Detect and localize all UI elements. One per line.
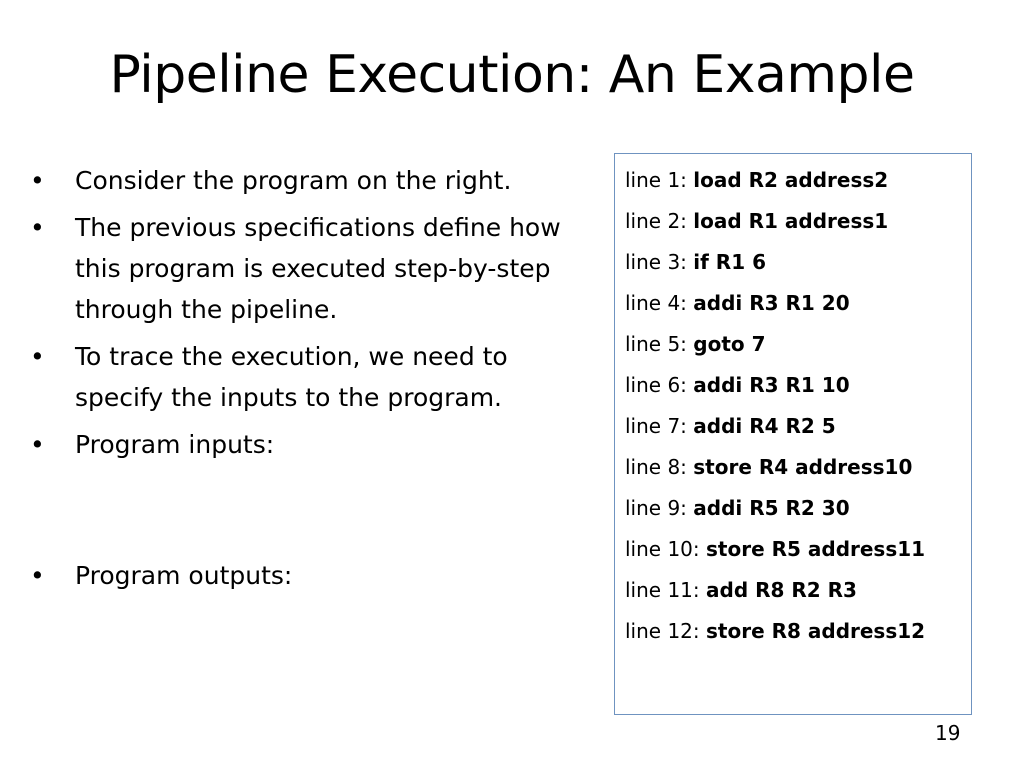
line-instruction: if R1 6 <box>693 250 766 274</box>
program-line <box>625 611 971 652</box>
line-label: line 8: <box>625 455 687 479</box>
bullet-icon: • <box>30 430 45 459</box>
bullet-text: Consider the program on the right. <box>75 166 512 195</box>
line-label: line 6: <box>625 373 687 397</box>
line-label: line 10: <box>625 537 700 561</box>
program-line <box>625 406 971 447</box>
bullet-list <box>30 160 590 602</box>
line-label: line 4: <box>625 291 687 315</box>
line-label: line 3: <box>625 250 687 274</box>
bullet-icon: • <box>30 213 45 242</box>
bullet-item <box>30 424 590 465</box>
bullet-icon: • <box>30 561 45 590</box>
bullet-item <box>30 160 590 201</box>
line-instruction: add R8 R2 R3 <box>706 578 857 602</box>
program-line <box>625 201 971 242</box>
program-line <box>625 160 971 201</box>
line-label: line 11: <box>625 578 700 602</box>
bullet-icon: • <box>30 342 45 371</box>
bullet-text: Program outputs: <box>75 561 293 590</box>
page-number: 19 <box>935 721 961 745</box>
line-label: line 1: <box>625 168 687 192</box>
program-line <box>625 488 971 529</box>
line-instruction: store R8 address12 <box>706 619 926 643</box>
bullet-item <box>30 336 590 418</box>
program-line <box>625 529 971 570</box>
slide-title: Pipeline Execution: An Example <box>109 45 915 105</box>
line-instruction: addi R5 R2 30 <box>693 496 850 520</box>
program-line <box>625 365 971 406</box>
bullet-text: Program inputs: <box>75 430 275 459</box>
line-label: line 2: <box>625 209 687 233</box>
bullet-text: The previous specifications define how this program is executed step-by-step through the pipeline. <box>75 213 561 324</box>
program-line <box>625 242 971 283</box>
line-instruction: load R1 address1 <box>693 209 889 233</box>
line-label: line 5: <box>625 332 687 356</box>
line-instruction: store R4 address10 <box>693 455 913 479</box>
line-instruction: store R5 address11 <box>706 537 926 561</box>
line-instruction: goto 7 <box>693 332 766 356</box>
line-label: line 7: <box>625 414 687 438</box>
program-line <box>625 447 971 488</box>
line-instruction: load R2 address2 <box>693 168 889 192</box>
bullet-icon: • <box>30 166 45 195</box>
program-line <box>625 570 971 611</box>
bullet-text: To trace the execution, we need to specify the inputs to the program. <box>75 342 508 412</box>
program-listing-box <box>614 153 972 715</box>
line-label: line 12: <box>625 619 700 643</box>
program-line <box>625 324 971 365</box>
bullet-item <box>30 555 590 596</box>
line-instruction: addi R4 R2 5 <box>693 414 836 438</box>
line-instruction: addi R3 R1 20 <box>693 291 850 315</box>
line-label: line 9: <box>625 496 687 520</box>
line-instruction: addi R3 R1 10 <box>693 373 850 397</box>
bullet-item <box>30 207 590 330</box>
program-line <box>625 283 971 324</box>
